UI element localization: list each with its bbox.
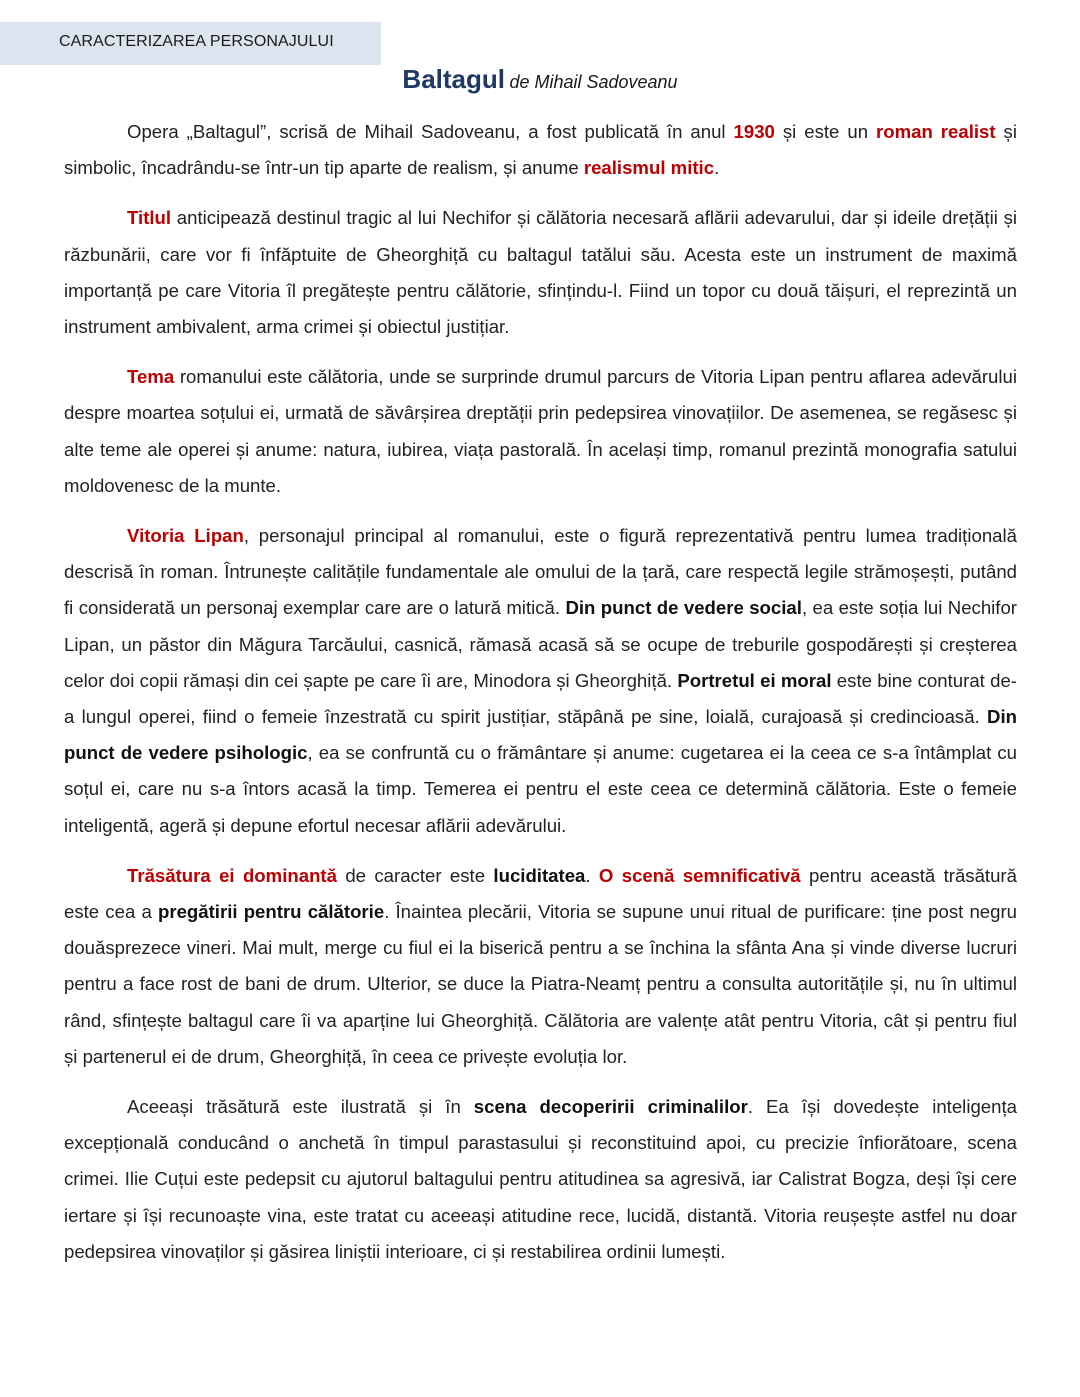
paragraph-1 — [64, 114, 1017, 186]
paragraph-3 — [64, 359, 1017, 504]
paragraph-text: romanului este călătoria, unde se surprinde drumul parcurs de Vitoria Lipan pentru aflarea adevărului despre moartea soțului ei, urmată de săvârșirea dreptății prin pedepsirea vinovațiilor. De asemenea, se regăsesc și alte teme ale operei și anume: natura, iubirea, viața pastorală. În același timp, romanul prezintă monografia satului moldovenesc de la munte. — [64, 366, 1017, 496]
essay-body — [64, 114, 1017, 1284]
highlight-keyword: realismul mitic — [583, 157, 715, 179]
paragraph-text: Aceeași trăsătură este ilustrată și în — [127, 1096, 474, 1118]
highlight-keyword: Titlul — [127, 207, 172, 229]
bold-keyword: Portretul ei moral — [677, 669, 832, 691]
paragraph-text: Opera „Baltagul”, scrisă de Mihail Sadoveanu, a fost publicată în anul — [127, 121, 734, 142]
bold-keyword: Din punct de vedere social — [565, 597, 802, 619]
paragraph-text: . — [714, 157, 720, 179]
paragraph-text: , ea se confruntă cu o frământare și anume: cugetarea ei la ceea ce s-a întâmplat cu soțul ei, care nu s-a întors acasă la timp. Temerea ei pentru el este ceea ce determină călătoria. Este o femeie inteligentă, ageră și depune efortul necesar aflării adevărului. — [64, 742, 1017, 836]
highlight-keyword: 1930 — [733, 121, 775, 142]
bold-keyword: luciditatea — [493, 864, 586, 886]
paragraph-text: . Înaintea plecării, Vitoria se supune unui ritual de purificare: ține post negru douăsprezece vineri. Mai mult, merge cu fiul ei la biserică pentru a se închina la sfânta Ana și vinde diverse lucruri pentru a face rost de bani de drum. Ulterior, se duce la Piatra-Neamț pentru a consulta autoritățile și, nu în ultimul rând, sfințește baltagul care îi va aparține lui Gheorghiță. Călătoria are valențe atât pentru Vitoria, cât și pentru fiul și partenerul ei de drum, Gheorghiță, în ceea ce privește evoluția lor. — [64, 901, 1018, 1067]
paragraph-text: . Ea își dovedește inteligența excepțională conducând o anchetă în timpul parastasului și reconstituind apoi, cu precizie înfiorătoare, scena crimei. Ilie Cuțui este pedepsit cu ajutorul baltagului pentru atitudinea sa agresivă, iar Calistrat Bogza, deși își cere iertare și își recunoaște vina, este tratat cu aceeași atitudine rece, lucidă, distantă. Vitoria reușește astfel nu doar pedepsirea vinovaților și găsirea liniștii interioare, ci și restabilirea ordinii lumești. — [64, 1096, 1017, 1262]
bold-keyword: pregătirii pentru călătorie — [157, 901, 385, 923]
highlight-keyword: Vitoria Lipan — [127, 525, 244, 547]
book-author: de Mihail Sadoveanu — [509, 72, 678, 92]
paragraph-text: anticipează destinul tragic al lui Nechifor și călătoria necesară aflării adevarului, dar și ideile drețății și răzbunării, care vor fi înfăptuite de Gheorghiță cu baltagul tatălui său. Acesta este un instrument de maximă importanță pe care Vitoria îl pregătește pentru călătorie, sfințindu-l. Fiind un topor cu două tăișuri, el reprezintă un instrument ambivalent, arma crimei și obiectul justițiar. — [64, 207, 1017, 338]
paragraph-text: este bine conturat de-a lungul operei, fiind o femeie înzestrată cu spirit justițiar, stăpână pe sine, loială, curajoasă și credincioasă. — [64, 669, 1017, 728]
paragraph-4 — [64, 518, 1017, 844]
paragraph-text: de caracter este — [336, 864, 494, 886]
paragraph-text: pentru această trăsătură este cea a — [64, 864, 1017, 923]
section-header-band — [0, 22, 381, 65]
book-title: Baltagul — [402, 64, 505, 94]
paragraph-text: și este un — [774, 121, 877, 142]
paragraph-text: , personajul principal al romanului, este o figură reprezentativă pentru lumea tradițională descrisă în roman. Întrunește calitățile fundamentale ale omului de la țară, care respectă legile strămoșești, putând fi considerată un personaj exemplar care are o latură mitică. — [64, 525, 1017, 619]
document-title — [0, 64, 1080, 95]
paragraph-2 — [64, 200, 1017, 345]
bold-keyword: Din punct de vedere psihologic — [64, 706, 1017, 764]
section-header-label: CARACTERIZAREA PERSONAJULUI — [59, 33, 334, 50]
highlight-keyword: O scenă semnificativă — [598, 864, 801, 886]
highlight-keyword: Tema — [127, 366, 175, 388]
paragraph-6 — [64, 1089, 1017, 1270]
paragraph-5 — [64, 858, 1017, 1075]
bold-keyword: scena decoperirii criminalilor — [473, 1096, 748, 1118]
paragraph-text: și simbolic, încadrându-se într-un tip aparte de realism, și anume — [64, 121, 1017, 179]
paragraph-text: . — [585, 864, 599, 886]
highlight-keyword: Trăsătura ei dominantă — [127, 864, 337, 886]
paragraph-text: , ea este soția lui Nechifor Lipan, un păstor din Măgura Tarcăului, casnică, rămasă acasă să se ocupe de treburile gospodărești și creșterea celor doi copii rămași din cei șapte pe care îi are, Minodora și Gheorghiță. — [64, 597, 1018, 691]
highlight-keyword: roman realist — [876, 121, 996, 142]
